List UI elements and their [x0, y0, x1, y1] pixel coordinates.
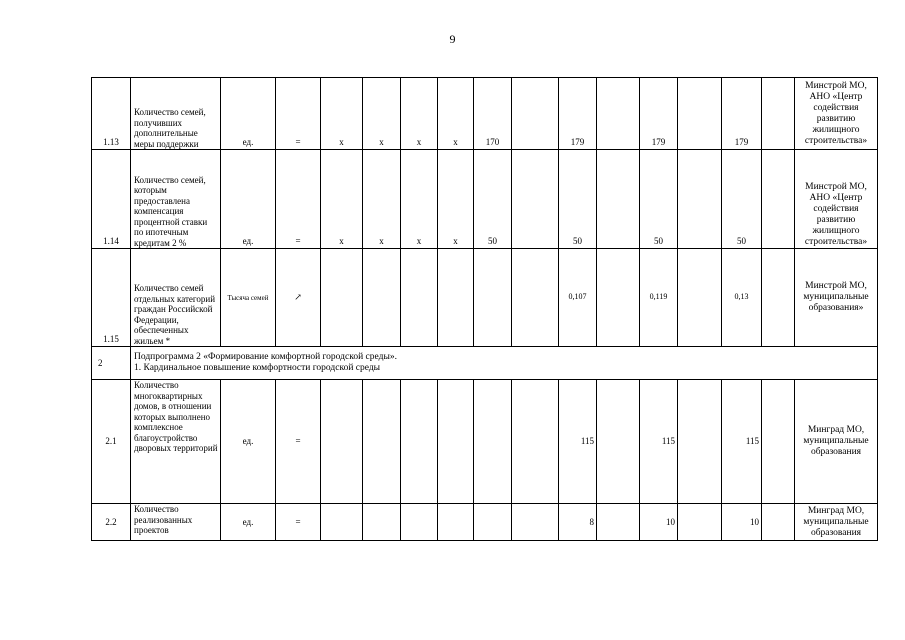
value-cell — [363, 504, 401, 541]
unit-cell: ед. — [221, 380, 276, 504]
unit-cell: ед. — [221, 504, 276, 541]
responsible-cell: Минстрой МО, АНО «Центр содействия развитию жилищного строительства» — [795, 150, 878, 249]
table-row — [92, 249, 878, 347]
value-cell — [321, 380, 363, 504]
table-row — [92, 78, 878, 150]
value-cell: х — [438, 150, 474, 249]
value-cell — [678, 380, 722, 504]
indicator-label: Количество многоквартирных домов, в отношении которых выполнено комплексное благоустройство дворовых территорий — [131, 380, 221, 504]
value-cell — [321, 249, 363, 347]
value-cell — [474, 504, 512, 541]
value-cell — [678, 150, 722, 249]
value-cell — [438, 380, 474, 504]
value-cell — [401, 249, 438, 347]
row-number: 1.13 — [92, 78, 131, 150]
value-cell — [597, 249, 640, 347]
value-cell: 0,107 — [559, 249, 597, 347]
sign-cell: = — [276, 504, 321, 541]
value-cell — [512, 504, 559, 541]
table-row — [92, 150, 878, 249]
value-cell: х — [321, 78, 363, 150]
value-cell: х — [321, 150, 363, 249]
value-cell — [762, 150, 795, 249]
value-cell: 0,119 — [640, 249, 678, 347]
value-cell — [762, 249, 795, 347]
value-cell — [438, 249, 474, 347]
value-cell: х — [363, 78, 401, 150]
value-cell — [597, 504, 640, 541]
sign-cell: = — [276, 78, 321, 150]
section-number: 2 — [92, 347, 131, 380]
value-cell — [678, 504, 722, 541]
indicator-label: Количество реализованных проектов — [131, 504, 221, 541]
value-cell: 170 — [474, 78, 512, 150]
responsible-cell: Минстрой МО, муниципальные образования» — [795, 249, 878, 347]
section-row — [92, 347, 878, 380]
value-cell: 179 — [640, 78, 678, 150]
table-row — [92, 380, 878, 504]
value-cell — [438, 504, 474, 541]
value-cell — [762, 380, 795, 504]
value-cell — [474, 380, 512, 504]
value-cell: х — [401, 150, 438, 249]
value-cell — [401, 380, 438, 504]
section-title-line2: 1. Кардинальное повышение комфортности городской среды — [134, 363, 381, 373]
row-number: 2.2 — [92, 504, 131, 541]
value-cell — [512, 249, 559, 347]
value-cell — [474, 249, 512, 347]
value-cell: 179 — [722, 78, 762, 150]
indicator-label: Количество семей, которым предоставлена компенсация процентной ставки по ипотечным кредитам 2 % — [131, 150, 221, 249]
value-cell: 0,13 — [722, 249, 762, 347]
value-cell: 115 — [640, 380, 678, 504]
value-cell — [678, 78, 722, 150]
value-cell — [321, 504, 363, 541]
unit-cell: ед. — [221, 150, 276, 249]
value-cell: 50 — [559, 150, 597, 249]
sign-cell: = — [276, 380, 321, 504]
indicators-table — [91, 77, 878, 541]
unit-cell: Тысяча семей — [221, 249, 276, 347]
page-number: 9 — [449, 32, 456, 46]
table-row — [92, 504, 878, 541]
value-cell: 50 — [474, 150, 512, 249]
value-cell: х — [401, 78, 438, 150]
value-cell — [363, 380, 401, 504]
section-title-line1: Подпрограмма 2 «Формирование комфортной городской среды». — [134, 352, 397, 362]
value-cell — [597, 150, 640, 249]
indicator-label: Количество семей отдельных категорий граждан Российской Федерации, обеспеченных жильем * — [131, 249, 221, 347]
row-number: 1.14 — [92, 150, 131, 249]
unit-cell: ед. — [221, 78, 276, 150]
value-cell: 8 — [559, 504, 597, 541]
value-cell: 115 — [722, 380, 762, 504]
responsible-cell: Минград МО, муниципальные образования — [795, 504, 878, 541]
responsible-cell: Минстрой МО, АНО «Центр содействия развитию жилищного строительства» — [795, 78, 878, 150]
value-cell — [512, 380, 559, 504]
value-cell: х — [438, 78, 474, 150]
value-cell: 10 — [640, 504, 678, 541]
value-cell — [597, 380, 640, 504]
indicator-label: Количество семей, получивших дополнительные меры поддержки — [131, 78, 221, 150]
sign-cell: = — [276, 150, 321, 249]
value-cell: 179 — [559, 78, 597, 150]
value-cell: х — [363, 150, 401, 249]
value-cell: 115 — [559, 380, 597, 504]
value-cell: 50 — [722, 150, 762, 249]
value-cell — [512, 78, 559, 150]
row-number: 2.1 — [92, 380, 131, 504]
value-cell: 10 — [722, 504, 762, 541]
value-cell: 50 — [640, 150, 678, 249]
value-cell — [401, 504, 438, 541]
value-cell — [512, 150, 559, 249]
sign-cell: ↗ — [276, 249, 321, 347]
value-cell — [762, 78, 795, 150]
value-cell — [678, 249, 722, 347]
value-cell — [597, 78, 640, 150]
value-cell — [363, 249, 401, 347]
responsible-cell: Минград МО, муниципальные образования — [795, 380, 878, 504]
value-cell — [762, 504, 795, 541]
row-number: 1.15 — [92, 249, 131, 347]
section-title — [131, 347, 878, 380]
